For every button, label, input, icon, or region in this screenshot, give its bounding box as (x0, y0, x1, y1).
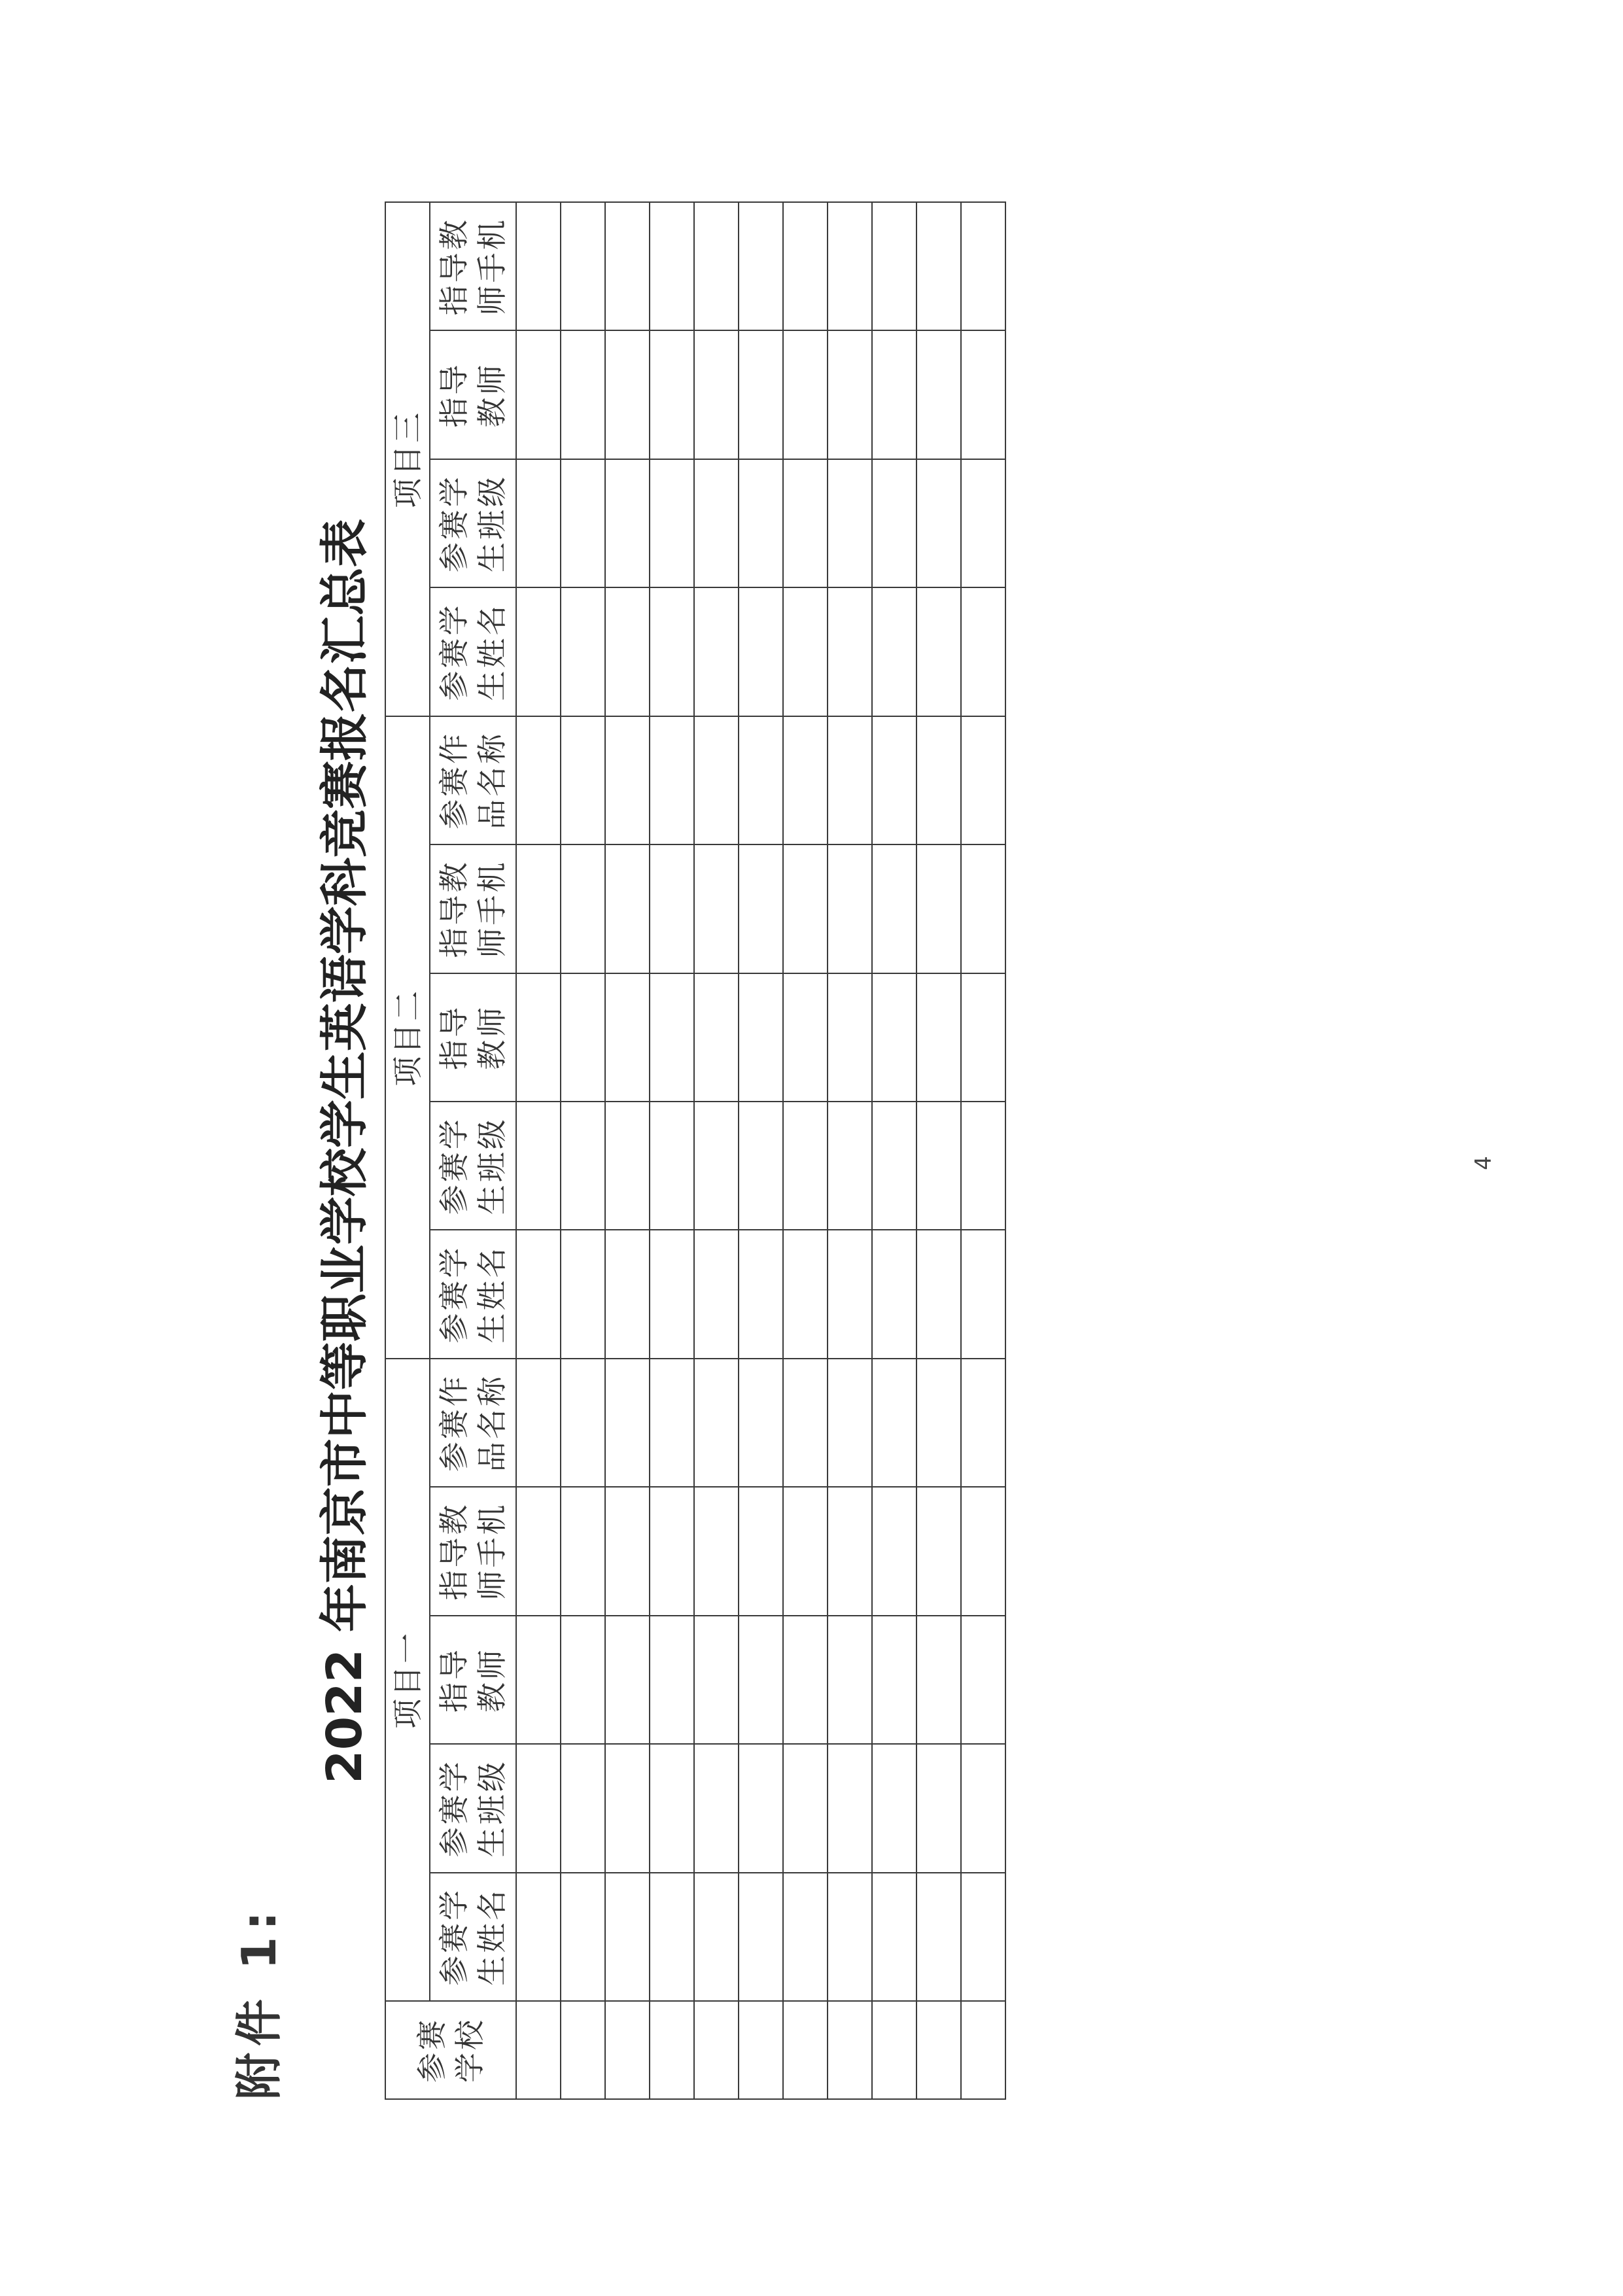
entry-cell[interactable] (872, 330, 916, 459)
entry-cell[interactable] (783, 1873, 828, 2001)
entry-cell[interactable] (916, 1487, 961, 1615)
entry-cell[interactable] (916, 844, 961, 973)
entry-cell[interactable] (694, 1744, 739, 1872)
entry-cell[interactable] (783, 973, 828, 1102)
entry-cell[interactable] (561, 1359, 605, 1487)
school-cell[interactable] (605, 2001, 650, 2099)
entry-cell[interactable] (694, 202, 739, 330)
entry-cell[interactable] (650, 716, 694, 844)
table-body (516, 202, 1005, 2099)
entry-cell[interactable] (694, 1102, 739, 1230)
entry-cell[interactable] (872, 1230, 916, 1358)
school-cell[interactable] (916, 2001, 961, 2099)
entry-cell[interactable] (561, 459, 605, 587)
entry-cell[interactable] (694, 1873, 739, 2001)
header-text-line: 学校 (452, 2017, 487, 2083)
entry-cell[interactable] (650, 330, 694, 459)
entry-cell[interactable] (872, 1616, 916, 1744)
entry-cell[interactable] (916, 330, 961, 459)
school-cell[interactable] (650, 2001, 694, 2099)
table-row (828, 202, 872, 2099)
entry-cell[interactable] (694, 973, 739, 1102)
entry-cell[interactable] (605, 202, 650, 330)
entry-cell[interactable] (872, 459, 916, 587)
field-header (430, 1873, 516, 2001)
entry-cell[interactable] (739, 844, 783, 973)
table-header-row-projects (385, 202, 430, 2099)
entry-cell[interactable] (872, 844, 916, 973)
entry-cell[interactable] (828, 202, 872, 330)
entry-cell[interactable] (516, 1744, 561, 1872)
entry-cell[interactable] (828, 1873, 872, 2001)
entry-cell[interactable] (916, 202, 961, 330)
header-text-line: 参赛学 (436, 474, 472, 573)
entry-cell[interactable] (516, 1873, 561, 2001)
project-name: 项目三 (390, 409, 425, 508)
entry-cell[interactable] (783, 1744, 828, 1872)
entry-cell[interactable] (561, 716, 605, 844)
header-text-line: 教师 (474, 1004, 510, 1070)
entry-cell[interactable] (872, 1102, 916, 1230)
entry-cell[interactable] (694, 1230, 739, 1358)
table-row (650, 202, 694, 2099)
school-cell[interactable] (694, 2001, 739, 2099)
entry-cell[interactable] (650, 1873, 694, 2001)
entry-cell[interactable] (605, 330, 650, 459)
entry-cell[interactable] (961, 844, 1005, 973)
entry-cell[interactable] (605, 459, 650, 587)
entry-cell[interactable] (828, 587, 872, 716)
table-row (739, 202, 783, 2099)
table-row (516, 202, 561, 2099)
entry-cell[interactable] (783, 1359, 828, 1487)
entry-cell[interactable] (605, 1744, 650, 1872)
entry-cell[interactable] (961, 1873, 1005, 2001)
project-header-2 (385, 716, 430, 1359)
entry-cell[interactable] (916, 716, 961, 844)
entry-cell[interactable] (872, 1359, 916, 1487)
entry-cell[interactable] (694, 1359, 739, 1487)
entry-cell[interactable] (739, 202, 783, 330)
school-cell[interactable] (561, 2001, 605, 2099)
entry-cell[interactable] (739, 587, 783, 716)
entry-cell[interactable] (739, 716, 783, 844)
entry-cell[interactable] (516, 1230, 561, 1358)
entry-cell[interactable] (650, 587, 694, 716)
entry-cell[interactable] (739, 1359, 783, 1487)
entry-cell[interactable] (828, 716, 872, 844)
field-header (430, 973, 516, 1102)
field-header (430, 1359, 516, 1487)
entry-cell[interactable] (916, 587, 961, 716)
entry-cell[interactable] (561, 844, 605, 973)
entry-cell[interactable] (783, 587, 828, 716)
entry-cell[interactable] (561, 330, 605, 459)
entry-cell[interactable] (605, 587, 650, 716)
entry-cell[interactable] (916, 973, 961, 1102)
school-cell[interactable] (739, 2001, 783, 2099)
entry-cell[interactable] (872, 1744, 916, 1872)
entry-cell[interactable] (828, 1616, 872, 1744)
header-text-line: 指导教 (436, 1502, 472, 1601)
entry-cell[interactable] (872, 716, 916, 844)
entry-cell[interactable] (516, 844, 561, 973)
entry-cell[interactable] (828, 1230, 872, 1358)
entry-cell[interactable] (650, 1230, 694, 1358)
entry-cell[interactable] (783, 1487, 828, 1615)
table-row (916, 202, 961, 2099)
school-cell[interactable] (783, 2001, 828, 2099)
entry-cell[interactable] (916, 1230, 961, 1358)
header-text-line: 参赛 (414, 2017, 449, 2083)
header-text-line: 品名称 (474, 731, 510, 829)
entry-cell[interactable] (605, 1873, 650, 2001)
rotated-page-content (208, 203, 1268, 2100)
entry-cell[interactable] (783, 202, 828, 330)
header-text-line: 参赛学 (436, 602, 472, 701)
entry-cell[interactable] (739, 459, 783, 587)
table-row (605, 202, 650, 2099)
field-header (430, 1487, 516, 1615)
entry-cell[interactable] (961, 1487, 1005, 1615)
header-text-line: 指导 (436, 362, 472, 428)
registration-table (385, 201, 1006, 2100)
entry-cell[interactable] (650, 1102, 694, 1230)
entry-cell[interactable] (828, 973, 872, 1102)
header-text-line: 师手机 (474, 217, 510, 316)
project-name: 项目一 (390, 1630, 425, 1729)
table-row (872, 202, 916, 2099)
entry-cell[interactable] (828, 459, 872, 587)
entry-cell[interactable] (828, 330, 872, 459)
entry-cell[interactable] (916, 1102, 961, 1230)
field-header (430, 1744, 516, 1872)
entry-cell[interactable] (828, 1487, 872, 1615)
attachment-label: 附件 1: (232, 1905, 287, 2100)
entry-cell[interactable] (650, 973, 694, 1102)
entry-cell[interactable] (872, 587, 916, 716)
entry-cell[interactable] (694, 330, 739, 459)
entry-cell[interactable] (961, 587, 1005, 716)
entry-cell[interactable] (961, 716, 1005, 844)
header-text-line: 品名称 (474, 1374, 510, 1472)
entry-cell[interactable] (605, 1487, 650, 1615)
entry-cell[interactable] (783, 330, 828, 459)
header-text-line: 生班级 (474, 1117, 510, 1215)
entry-cell[interactable] (516, 716, 561, 844)
header-text-line: 教师 (474, 1646, 510, 1713)
entry-cell[interactable] (516, 973, 561, 1102)
table-row (561, 202, 605, 2099)
entry-cell[interactable] (516, 1616, 561, 1744)
field-header (430, 330, 516, 459)
entry-cell[interactable] (605, 1102, 650, 1230)
entry-cell[interactable] (650, 1359, 694, 1487)
entry-cell[interactable] (650, 459, 694, 587)
entry-cell[interactable] (694, 1487, 739, 1615)
header-text-line: 参赛学 (436, 1245, 472, 1344)
header-text-line: 师手机 (474, 860, 510, 958)
entry-cell[interactable] (516, 459, 561, 587)
entry-cell[interactable] (650, 202, 694, 330)
school-cell[interactable] (872, 2001, 916, 2099)
entry-cell[interactable] (561, 973, 605, 1102)
entry-cell[interactable] (961, 459, 1005, 587)
page-number: 4 (1470, 1156, 1497, 1170)
entry-cell[interactable] (872, 202, 916, 330)
entry-cell[interactable] (561, 202, 605, 330)
field-header (430, 1230, 516, 1358)
entry-cell[interactable] (516, 330, 561, 459)
entry-cell[interactable] (739, 1873, 783, 2001)
school-header (385, 2001, 516, 2099)
entry-cell[interactable] (605, 1230, 650, 1358)
entry-cell[interactable] (650, 1744, 694, 1872)
entry-cell[interactable] (650, 1487, 694, 1615)
entry-cell[interactable] (916, 1359, 961, 1487)
entry-cell[interactable] (961, 973, 1005, 1102)
entry-cell[interactable] (605, 844, 650, 973)
entry-cell[interactable] (961, 1102, 1005, 1230)
entry-cell[interactable] (561, 1744, 605, 1872)
entry-cell[interactable] (650, 844, 694, 973)
header-text-line: 指导 (436, 1004, 472, 1070)
entry-cell[interactable] (739, 973, 783, 1102)
entry-cell[interactable] (872, 973, 916, 1102)
school-cell[interactable] (961, 2001, 1005, 2099)
entry-cell[interactable] (961, 1359, 1005, 1487)
entry-cell[interactable] (916, 459, 961, 587)
entry-cell[interactable] (783, 1616, 828, 1744)
field-header (430, 459, 516, 587)
header-text-line: 生姓名 (474, 602, 510, 701)
header-text-line: 参赛学 (436, 1117, 472, 1215)
entry-cell[interactable] (739, 1487, 783, 1615)
header-text-line: 生姓名 (474, 1887, 510, 1986)
field-header (430, 844, 516, 973)
entry-cell[interactable] (783, 1102, 828, 1230)
entry-cell[interactable] (650, 1616, 694, 1744)
field-header (430, 202, 516, 330)
table-header-row-fields (430, 202, 516, 2099)
entry-cell[interactable] (783, 716, 828, 844)
entry-cell[interactable] (516, 1359, 561, 1487)
entry-cell[interactable] (605, 1359, 650, 1487)
entry-cell[interactable] (516, 202, 561, 330)
header-text-line: 生姓名 (474, 1245, 510, 1344)
header-text-line: 教师 (474, 362, 510, 428)
entry-cell[interactable] (561, 1102, 605, 1230)
entry-cell[interactable] (828, 1744, 872, 1872)
table-row (961, 202, 1005, 2099)
entry-cell[interactable] (605, 716, 650, 844)
header-text-line: 参赛作 (436, 731, 472, 829)
entry-cell[interactable] (561, 587, 605, 716)
project-header-3 (385, 202, 430, 716)
entry-cell[interactable] (516, 1487, 561, 1615)
header-text-line: 指导教 (436, 860, 472, 958)
entry-cell[interactable] (694, 1616, 739, 1744)
entry-cell[interactable] (739, 1744, 783, 1872)
entry-cell[interactable] (694, 844, 739, 973)
entry-cell[interactable] (872, 1873, 916, 2001)
entry-cell[interactable] (694, 716, 739, 844)
entry-cell[interactable] (916, 1616, 961, 1744)
header-text-line: 参赛作 (436, 1374, 472, 1472)
header-text-line: 师手机 (474, 1502, 510, 1601)
entry-cell[interactable] (739, 1616, 783, 1744)
document-title: 2022 年南京市中等职业学校学生英语学科竞赛报名汇总表 (317, 519, 373, 1784)
project-header-1 (385, 1359, 430, 2001)
school-cell[interactable] (516, 2001, 561, 2099)
entry-cell[interactable] (961, 1744, 1005, 1872)
entry-cell[interactable] (516, 1102, 561, 1230)
entry-cell[interactable] (561, 1487, 605, 1615)
entry-cell[interactable] (783, 459, 828, 587)
entry-cell[interactable] (916, 1873, 961, 2001)
entry-cell[interactable] (783, 1230, 828, 1358)
entry-cell[interactable] (828, 844, 872, 973)
entry-cell[interactable] (961, 1616, 1005, 1744)
entry-cell[interactable] (739, 330, 783, 459)
field-header (430, 587, 516, 716)
header-text-line: 生班级 (474, 474, 510, 573)
entry-cell[interactable] (828, 1359, 872, 1487)
field-header (430, 1102, 516, 1230)
entry-cell[interactable] (561, 1873, 605, 2001)
entry-cell[interactable] (694, 459, 739, 587)
entry-cell[interactable] (961, 330, 1005, 459)
entry-cell[interactable] (828, 1102, 872, 1230)
entry-cell[interactable] (739, 1230, 783, 1358)
header-text-line: 生班级 (474, 1759, 510, 1858)
school-cell[interactable] (828, 2001, 872, 2099)
header-text-line: 参赛学 (436, 1887, 472, 1986)
field-header (430, 716, 516, 844)
entry-cell[interactable] (605, 1616, 650, 1744)
project-name: 项目二 (390, 988, 425, 1087)
entry-cell[interactable] (516, 587, 561, 716)
entry-cell[interactable] (605, 973, 650, 1102)
header-text-line: 指导 (436, 1646, 472, 1713)
table-row (783, 202, 828, 2099)
header-text-line: 参赛学 (436, 1759, 472, 1858)
entry-cell[interactable] (561, 1616, 605, 1744)
entry-cell[interactable] (872, 1487, 916, 1615)
header-text-line: 指导教 (436, 217, 472, 316)
entry-cell[interactable] (783, 844, 828, 973)
entry-cell[interactable] (694, 587, 739, 716)
entry-cell[interactable] (561, 1230, 605, 1358)
entry-cell[interactable] (916, 1744, 961, 1872)
field-header (430, 1616, 516, 1744)
entry-cell[interactable] (961, 202, 1005, 330)
entry-cell[interactable] (961, 1230, 1005, 1358)
entry-cell[interactable] (739, 1102, 783, 1230)
table-row (694, 202, 739, 2099)
